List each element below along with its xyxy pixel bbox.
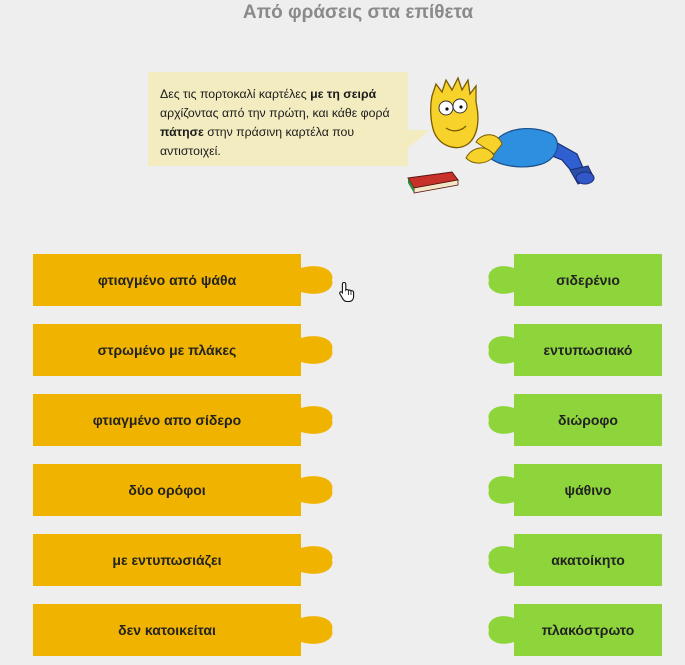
adjective-card-3[interactable] (488, 394, 662, 446)
instruction-text-3: στην πράσινη καρτέλα που αντιστοιχεί. (160, 125, 355, 158)
instruction-bold-1: με τη σειρά (310, 87, 377, 101)
adjective-label: σιδερένιο (556, 272, 620, 288)
adjective-card-6[interactable] (488, 604, 662, 656)
adjective-label: πλακόστρωτο (541, 622, 635, 638)
phrase-label: με εντυπωσιάζει (112, 552, 222, 568)
phrase-label: δεν κατοικείται (118, 622, 216, 638)
phrase-card-1[interactable] (33, 254, 333, 306)
page-title: Από φράσεις στα επίθετα (242, 2, 474, 23)
book-icon (408, 172, 458, 193)
phrase-card-2[interactable] (33, 324, 333, 376)
phrase-card-3[interactable] (33, 394, 333, 446)
instruction-text-1: Δες τις πορτοκαλί καρτέλες (160, 87, 311, 101)
adjective-label: ακατοίκητο (551, 552, 625, 568)
phrase-card-5[interactable] (33, 534, 333, 586)
adjective-card-2[interactable] (488, 324, 662, 376)
cartoon-boy-reading-icon (402, 62, 602, 197)
adjective-label: ψάθινο (564, 482, 612, 498)
phrase-card-4[interactable] (33, 464, 333, 516)
adjective-label: διώροφο (558, 412, 618, 428)
adjective-card-5[interactable] (488, 534, 662, 586)
hand-pointer-icon (338, 281, 358, 303)
phrase-card-6[interactable] (33, 604, 333, 656)
phrase-label: στρωμένο με πλάκες (97, 342, 237, 358)
adjective-card-4[interactable] (488, 464, 662, 516)
instruction-bold-2: πάτησε (160, 125, 204, 139)
instruction-bubble (148, 72, 408, 166)
adjective-card-1[interactable] (488, 254, 662, 306)
phrase-label: φτιαγμένο από ψάθα (97, 272, 237, 288)
phrase-label: φτιαγμένο απο σίδερο (92, 412, 242, 428)
phrase-label: δύο ορόφοι (128, 482, 206, 498)
instruction-text-2: αρχίζοντας από την πρώτη, και κάθε φορά (160, 106, 390, 120)
adjective-label: εντυπωσιακό (543, 342, 633, 358)
